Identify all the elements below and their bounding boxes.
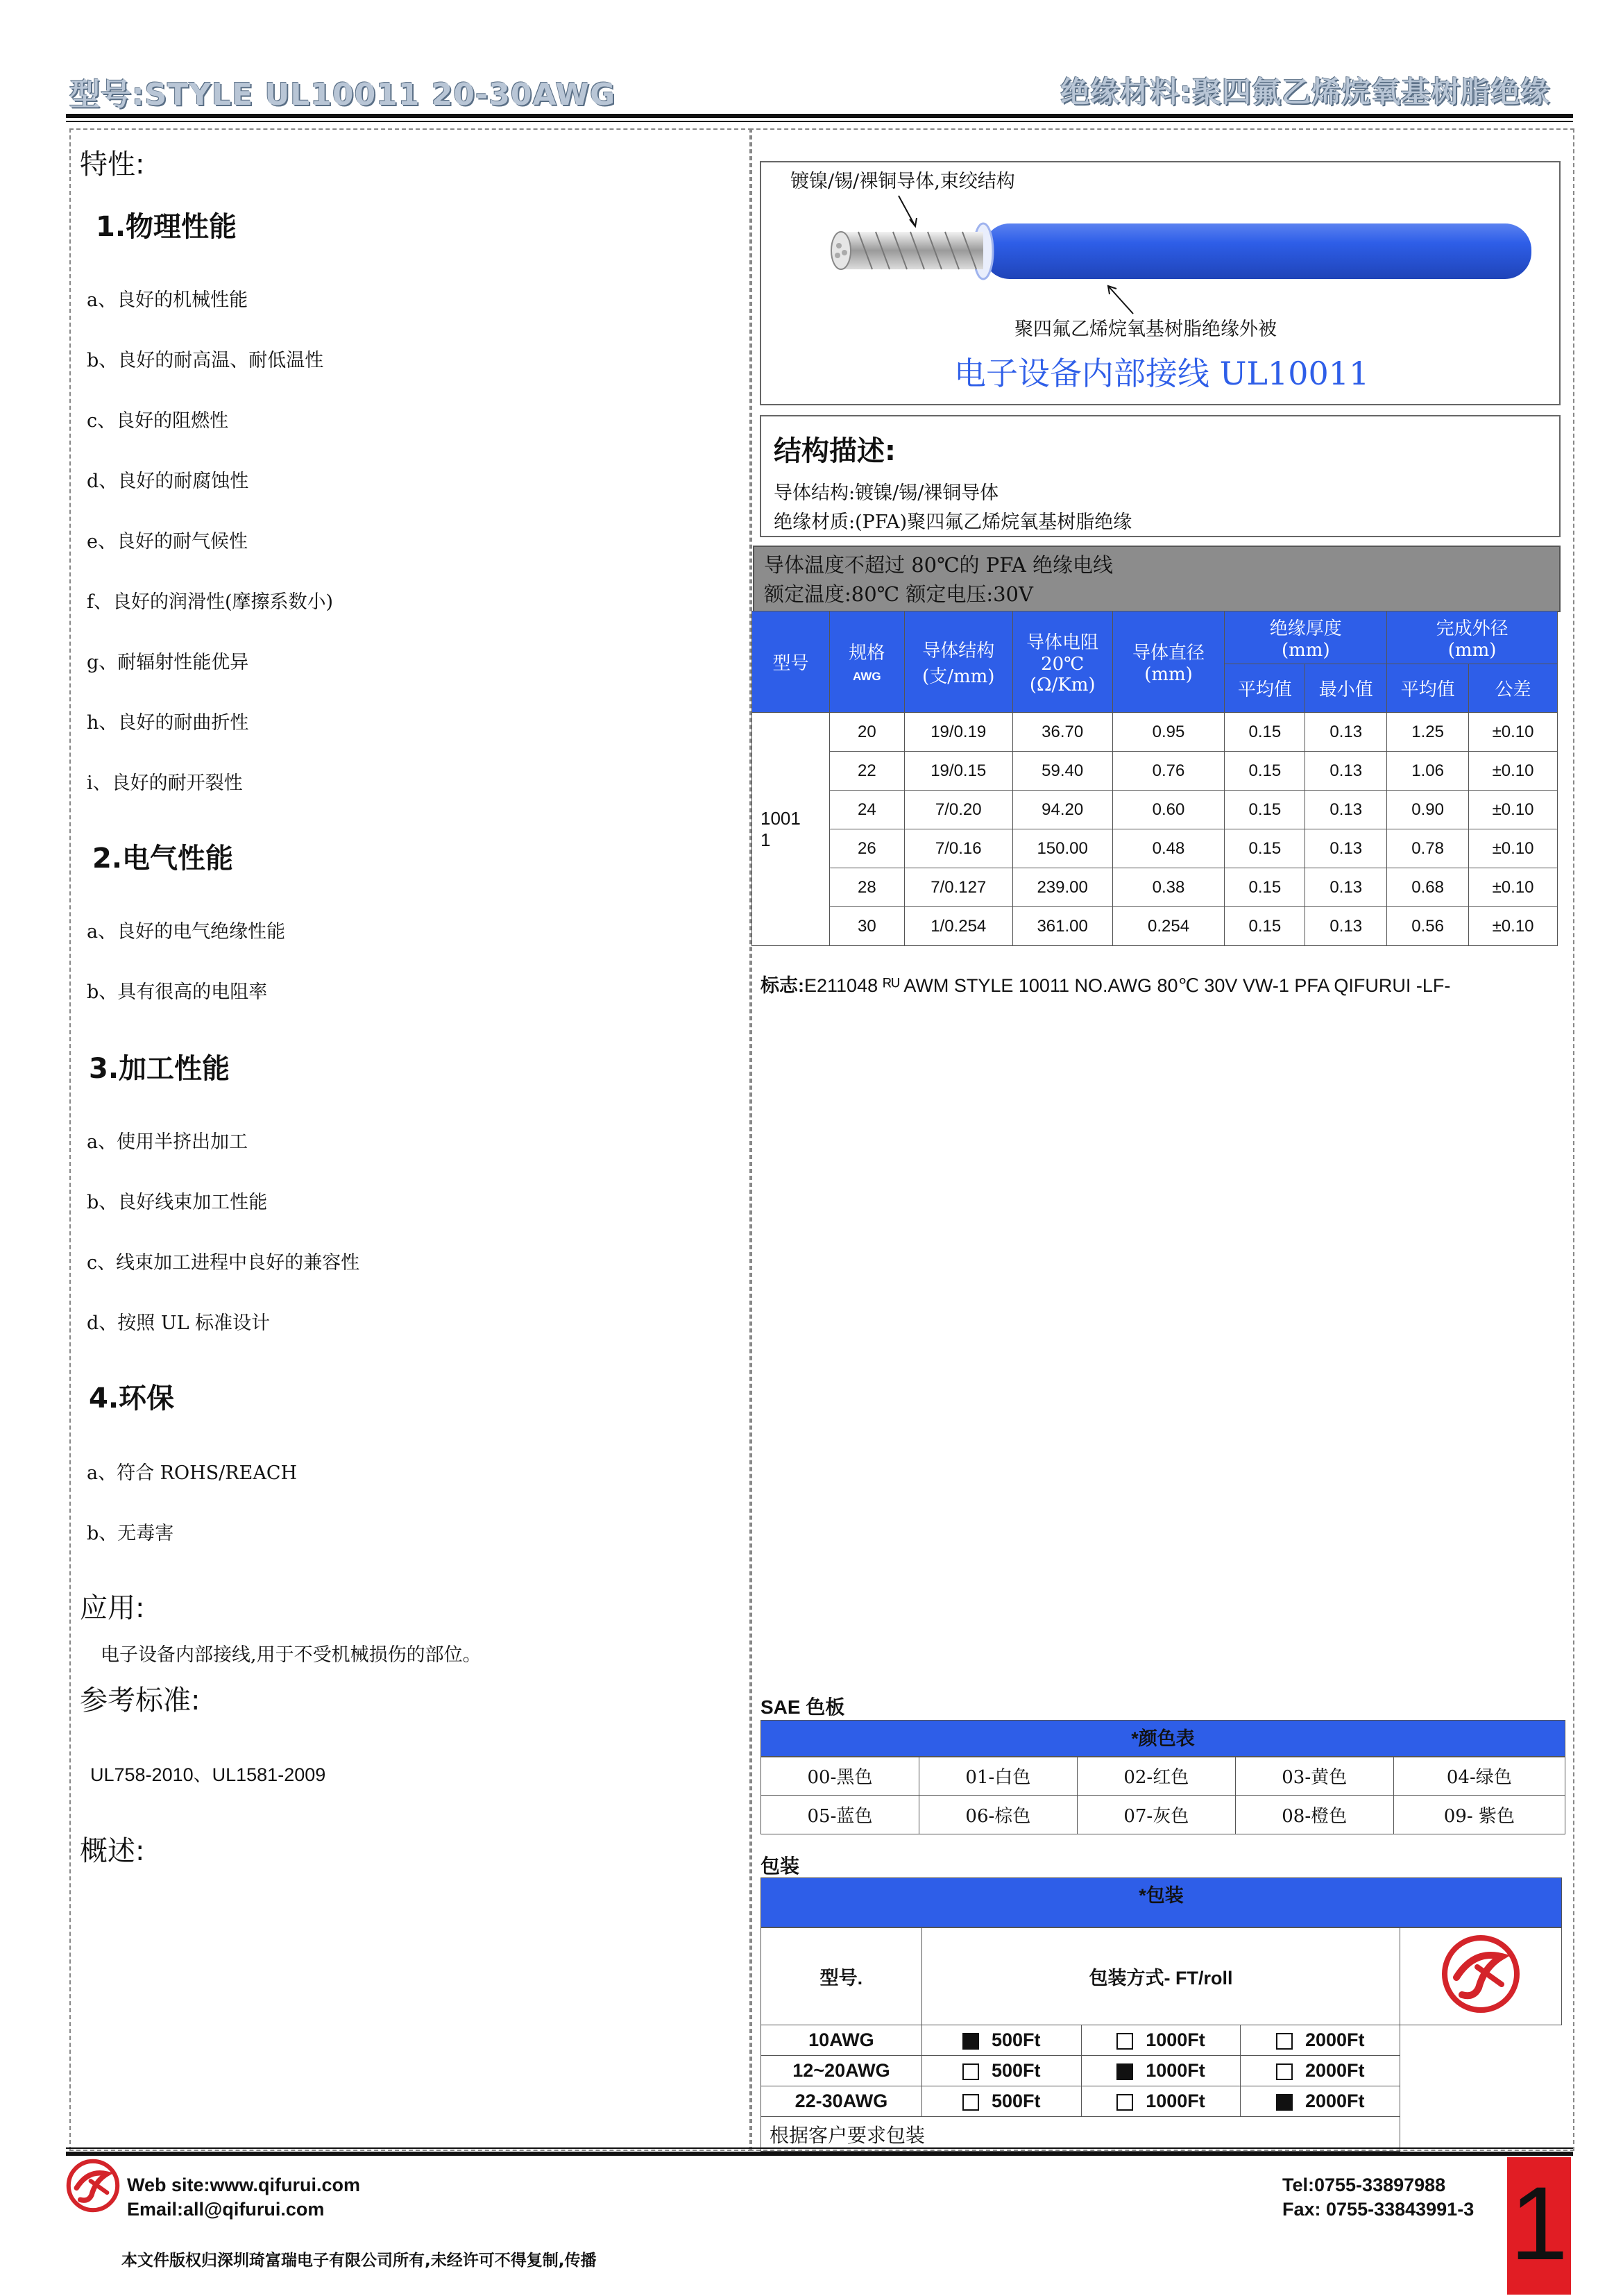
section-title-physical: 1.物理性能 (96, 211, 237, 243)
packing-option (1081, 2056, 1241, 2086)
checked-box-icon (962, 2033, 979, 2050)
header-od-avg: 平均值 (1387, 664, 1469, 713)
table-cell: ±0.10 (1469, 829, 1558, 868)
packing-gauge: 12~20AWG (761, 2056, 922, 2086)
color-band: *颜色表 (760, 1720, 1565, 1757)
header-diameter: 导体直径 (mm) (1112, 611, 1225, 713)
empty-box-icon (1116, 2033, 1133, 2050)
table-cell: 7/0.127 (904, 868, 1012, 907)
packing-option-label: 1000Ft (1146, 2060, 1205, 2081)
color-table (760, 1756, 1565, 1834)
table-cell: ±0.10 (1469, 713, 1558, 752)
table-row (752, 752, 1558, 791)
color-title: SAE 色板 (760, 1696, 845, 1718)
packing-option-label: 1000Ft (1146, 2091, 1205, 2111)
section-title-environment: 4.环保 (89, 1383, 175, 1415)
standard-text: UL758-2010、UL1581-2009 (90, 1764, 326, 1785)
table-cell: 0.13 (1305, 752, 1387, 791)
list-item: e、良好的耐气候性 (87, 531, 248, 552)
marking-label: 标志: (760, 975, 804, 996)
list-item: g、耐辐射性能优异 (87, 652, 249, 673)
color-cell: 04-绿色 (1393, 1757, 1565, 1796)
checked-box-icon (1116, 2063, 1133, 2080)
packing-option-label: 2000Ft (1305, 2091, 1365, 2111)
table-cell: 0.48 (1112, 829, 1225, 868)
table-cell: 0.15 (1225, 791, 1305, 829)
table-cell: 0.60 (1112, 791, 1225, 829)
table-cell: 0.38 (1112, 868, 1225, 907)
table-cell: 0.78 (1387, 829, 1469, 868)
table-cell: 1/0.254 (904, 907, 1012, 946)
table-cell: 7/0.16 (904, 829, 1012, 868)
packing-option-label: 500Ft (991, 2029, 1041, 2050)
cable-diagram-box (760, 161, 1561, 405)
table-cell: ±0.10 (1469, 752, 1558, 791)
color-cell: 02-红色 (1077, 1757, 1235, 1796)
list-item: f、良好的润滑性(摩擦系数小) (87, 591, 334, 613)
fax: Fax: 0755-33843991-3 (1282, 2199, 1475, 2220)
logo-cell (1400, 1928, 1562, 2025)
packing-option (921, 2056, 1081, 2086)
header-rule (66, 114, 1573, 118)
table-cell: 0.68 (1387, 868, 1469, 907)
table-cell: 0.15 (1225, 752, 1305, 791)
packing-gauge: 22-30AWG (761, 2086, 922, 2117)
header-ins-min: 最小值 (1305, 664, 1387, 713)
page-number: 1 (1507, 2157, 1571, 2295)
footer-rule (66, 2152, 1573, 2156)
list-item: d、按照 UL 标准设计 (87, 1312, 271, 1334)
marking-text: E211048 ᴿᵁ AWM STYLE 10011 NO.AWG 80℃ 30V VW-1 PFA QIFURUI -LF- (804, 975, 1451, 996)
empty-box-icon (1276, 2063, 1293, 2080)
section-title-electrical: 2.电气性能 (92, 843, 234, 875)
packing-option (1241, 2056, 1400, 2086)
header-od-tol: 公差 (1469, 664, 1558, 713)
marking-line (760, 970, 1450, 997)
application-text: 电子设备内部接线,用于不受机械损伤的部位。 (101, 1644, 482, 1666)
list-item: a、使用半挤出加工 (87, 1131, 248, 1153)
list-item: i、良好的耐开裂性 (87, 773, 243, 794)
color-cell: 08-橙色 (1235, 1796, 1393, 1834)
list-item: b、良好的耐高温、耐低温性 (87, 350, 324, 371)
table-cell: 30 (829, 907, 904, 946)
packing-gauge: 10AWG (761, 2025, 922, 2056)
footer-rule-thin (66, 2147, 1573, 2149)
table-row (752, 791, 1558, 829)
footer-logo-icon (61, 2155, 125, 2216)
conductor-label: 镀镍/锡/裸铜导体,束绞结构 (790, 171, 1015, 192)
table-cell: 0.13 (1305, 713, 1387, 752)
table-cell: 361.00 (1012, 907, 1112, 946)
table-cell: ±0.10 (1469, 868, 1558, 907)
insulation-title: 绝缘材料:聚四氟乙烯烷氧基树脂绝缘 (1060, 75, 1550, 109)
model-cell (752, 713, 830, 946)
list-item: d、良好的耐腐蚀性 (87, 471, 249, 492)
application-title: 应用: (80, 1592, 145, 1624)
list-item: a、符合 ROHS/REACH (87, 1462, 298, 1484)
list-item: a、良好的电气绝缘性能 (87, 921, 286, 943)
table-row (752, 868, 1558, 907)
table-cell: 1.06 (1387, 752, 1469, 791)
packing-option-label: 500Ft (991, 2060, 1041, 2081)
packing-option (921, 2086, 1081, 2117)
list-item: h、良好的耐曲折性 (87, 712, 249, 734)
table-row (752, 713, 1558, 752)
table-row (761, 2056, 1562, 2086)
color-cell: 06-棕色 (919, 1796, 1077, 1834)
table-cell: 0.95 (1112, 713, 1225, 752)
packing-option-label: 500Ft (991, 2091, 1041, 2111)
packing-option-label: 2000Ft (1305, 2029, 1365, 2050)
model-title: 型号:STYLE UL10011 20-30AWG (69, 77, 616, 112)
packing-header-model: 型号. (761, 1928, 922, 2025)
packing-option-label: 2000Ft (1305, 2060, 1365, 2081)
color-cell: 03-黄色 (1235, 1757, 1393, 1796)
jacket-label: 聚四氟乙烯烷氧基树脂绝缘外被 (1014, 319, 1277, 340)
structure-title: 结构描述: (774, 435, 896, 467)
packing-option (1081, 2025, 1241, 2056)
list-item: b、无毒害 (87, 1523, 174, 1544)
table-cell: 22 (829, 752, 904, 791)
table-row (761, 2086, 1562, 2117)
table-cell: 1.25 (1387, 713, 1469, 752)
header-ins-avg: 平均值 (1225, 664, 1305, 713)
spec-banner (753, 546, 1561, 612)
table-cell: 7/0.20 (904, 791, 1012, 829)
packing-title: 包装 (760, 1855, 800, 1877)
conductor-structure: 导体结构:镀镍/锡/裸铜导体 (774, 482, 999, 504)
list-item: b、具有很高的电阻率 (87, 981, 268, 1003)
packing-option (1081, 2086, 1241, 2117)
table-cell: 0.13 (1305, 907, 1387, 946)
table-cell: 0.13 (1305, 791, 1387, 829)
table-cell: 150.00 (1012, 829, 1112, 868)
empty-box-icon (962, 2063, 979, 2080)
table-cell: 239.00 (1012, 868, 1112, 907)
table-cell: ±0.10 (1469, 791, 1558, 829)
table-cell: 0.76 (1112, 752, 1225, 791)
empty-box-icon (962, 2094, 979, 2111)
spec-banner-line2: 额定温度:80℃ 额定电压:30V (764, 582, 1033, 606)
table-row (761, 2025, 1562, 2056)
packing-option (921, 2025, 1081, 2056)
table-cell: 0.13 (1305, 868, 1387, 907)
email: Email:all@qifurui.com (127, 2199, 325, 2220)
standard-title: 参考标准: (80, 1685, 201, 1716)
list-item: a、良好的机械性能 (87, 289, 248, 311)
overview-title: 概述: (80, 1835, 145, 1867)
header-insulation: 绝缘厚度 (mm) (1225, 611, 1387, 664)
header-structure: 导体结构 (支/mm) (904, 611, 1012, 713)
spec-banner-line1: 导体温度不超过 80℃的 PFA 绝缘电线 (764, 553, 1114, 577)
structure-box (760, 415, 1561, 537)
table-cell: 36.70 (1012, 713, 1112, 752)
table-cell: 0.56 (1387, 907, 1469, 946)
spec-table (751, 611, 1558, 946)
packing-option (1241, 2025, 1400, 2056)
product-title: 电子设备内部接线 UL10011 (954, 355, 1370, 392)
packing-option-label: 1000Ft (1146, 2029, 1205, 2050)
header-resistance: 导体电阻 20℃ (Ω/Km) (1012, 611, 1112, 713)
list-item: c、线束加工进程中良好的兼容性 (87, 1252, 360, 1274)
table-cell: 0.13 (1305, 829, 1387, 868)
header-rule-thin (66, 121, 1573, 122)
packing-band: *包装 (760, 1877, 1562, 1927)
table-cell: 0.254 (1112, 907, 1225, 946)
packing-header-method: 包装方式- FT/roll (921, 1928, 1400, 2025)
packing-note: 根据客户要求包装 (761, 2117, 1400, 2152)
empty-box-icon (1116, 2094, 1133, 2111)
section-title-processing: 3.加工性能 (89, 1053, 230, 1085)
table-cell: 24 (829, 791, 904, 829)
color-cell: 01-白色 (919, 1757, 1077, 1796)
table-cell: ±0.10 (1469, 907, 1558, 946)
table-cell: 28 (829, 868, 904, 907)
color-cell: 05-蓝色 (761, 1796, 919, 1834)
color-cell: 00-黑色 (761, 1757, 919, 1796)
table-cell: 19/0.15 (904, 752, 1012, 791)
insulation-material: 绝缘材质:(PFA)聚四氟乙烯烷氧基树脂绝缘 (774, 512, 1132, 533)
list-item: b、良好线束加工性能 (87, 1192, 268, 1213)
company-logo-icon (1436, 1929, 1526, 2019)
table-cell: 20 (829, 713, 904, 752)
color-cell: 09- 紫色 (1393, 1796, 1565, 1834)
website: Web site:www.qifurui.com (127, 2175, 361, 2195)
table-cell: 0.15 (1225, 829, 1305, 868)
table-cell: 0.90 (1387, 791, 1469, 829)
list-item: c、良好的阻燃性 (87, 410, 229, 432)
header-model: 型号 (752, 611, 830, 713)
header-gauge: 规格 AWG (829, 611, 904, 713)
table-cell: 26 (829, 829, 904, 868)
packing-table (760, 1927, 1562, 2152)
table-cell: 0.15 (1225, 868, 1305, 907)
telephone: Tel:0755-33897988 (1282, 2175, 1446, 2195)
table-row (752, 907, 1558, 946)
features-title: 特性: (80, 149, 145, 180)
table-cell: 0.15 (1225, 713, 1305, 752)
table-cell: 0.15 (1225, 907, 1305, 946)
model-line2: 1 (760, 829, 771, 850)
header-od: 完成外径 (mm) (1387, 611, 1558, 664)
copyright: 本文件版权归深圳琦富瑞电子有限公司所有,未经许可不得复制,传播 (121, 2252, 597, 2270)
color-cell: 07-灰色 (1077, 1796, 1235, 1834)
table-cell: 59.40 (1012, 752, 1112, 791)
table-cell: 19/0.19 (904, 713, 1012, 752)
model-line1: 1001 (760, 807, 801, 829)
packing-option (1241, 2086, 1400, 2117)
table-row (752, 829, 1558, 868)
checked-box-icon (1276, 2094, 1293, 2111)
empty-box-icon (1276, 2033, 1293, 2050)
table-cell: 94.20 (1012, 791, 1112, 829)
